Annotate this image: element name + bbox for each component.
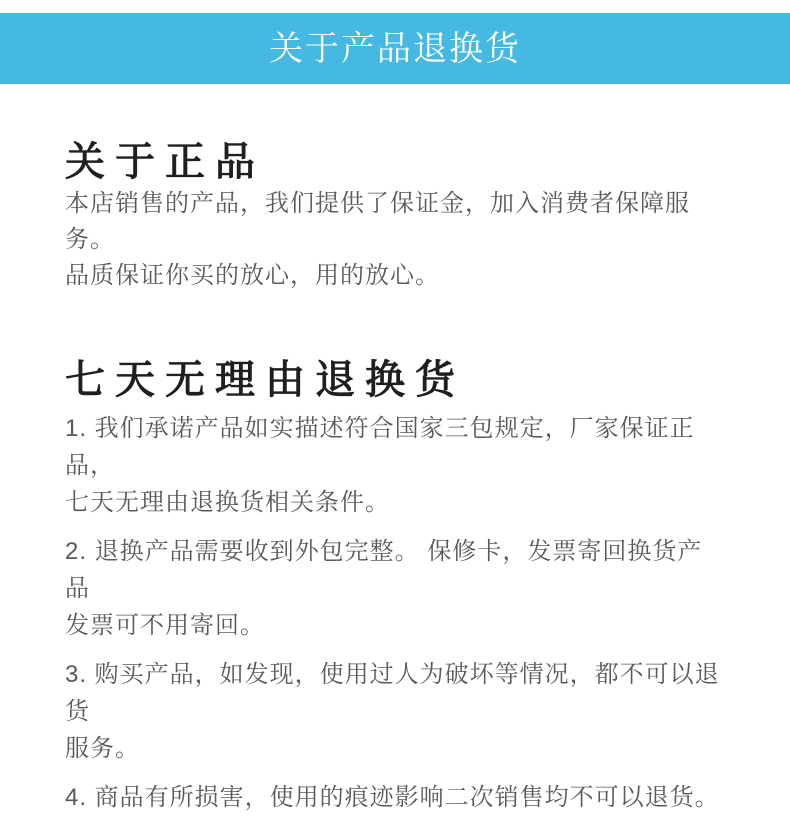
top-margin [0,0,790,13]
page-title: 关于产品退换货 [269,29,521,68]
policy-item-1 [65,410,725,521]
text-line: 2. 退换产品需要收到外包完整。 保修卡，发票寄回换货产品 [65,538,703,602]
section-return-heading: 七天无理由退换货 [65,358,465,402]
header-banner [0,13,790,84]
text-line: 七天无理由退换货相关条件。 [65,489,390,516]
section-genuine-text [65,186,725,294]
text-line: 4. 商品有所损害，使用的痕迹影响二次销售均不可以退货。 [65,784,720,811]
policy-list [65,410,725,816]
text-line: 发票可不用寄回。 [65,612,265,639]
content-area [0,140,790,816]
policy-item-4 [65,779,725,816]
section-return-policy [65,358,725,816]
text-line: 3. 购买产品，如发现，使用过人为破坏等情况，都不可以退货 [65,661,720,725]
text-line: 品质保证你买的放心，用的放心。 [65,262,440,289]
text-line: 本店销售的产品，我们提供了保证金，加入消费者保障服务。 [65,190,690,253]
section-genuine [65,140,725,294]
section-genuine-heading: 关于正品 [65,140,265,184]
text-line: 服务。 [65,735,140,762]
policy-item-2 [65,533,725,644]
policy-item-3 [65,656,725,767]
text-line: 1. 我们承诺产品如实描述符合国家三包规定，厂家保证正品， [65,415,695,479]
